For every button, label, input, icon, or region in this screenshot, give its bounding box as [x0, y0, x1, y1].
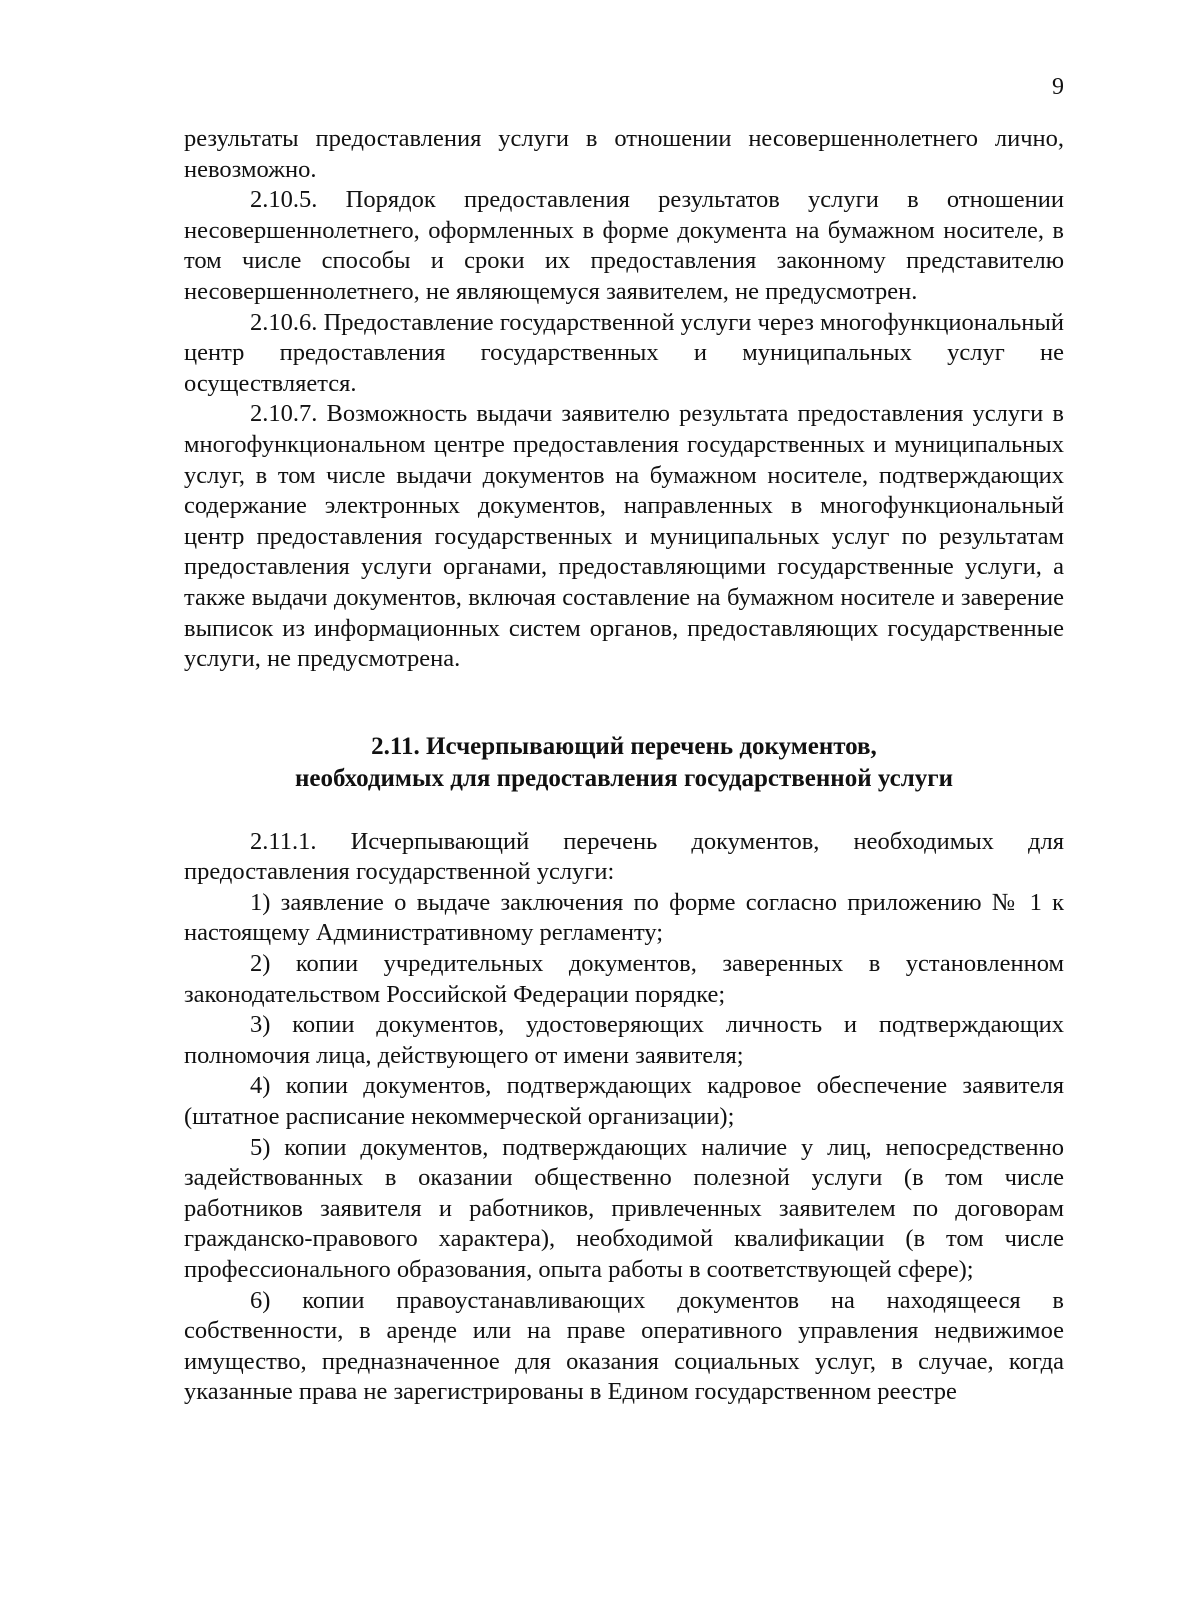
- page-number: 9: [1052, 74, 1064, 100]
- paragraph-continuation: результаты предоставления услуги в отношении несовершеннолетнего лично, невозможно.: [184, 125, 1064, 183]
- document-body: [184, 124, 1064, 1408]
- paragraph-2-10-7: 2.10.7. Возможность выдачи заявителю результата предоставления услуги в многофункциональном центре предоставления государственных и муниципальных услуг, в том числе выдачи документов на бумажном носителе, подтверждающих содержание электронных документов, направленных в многофункциональный центр предоставления государственных и муниципальных услуг по результатам предоставления услуги органами, предоставляющими государственные услуги, а также выдачи документов, включая составление на бумажном носителе и заверение выписок из информационных систем органов, предоставляющих государственные услуги, не предусмотрена.: [184, 400, 1064, 673]
- list-item-2: 2) копии учредительных документов, заверенных в установленном законодательством Российской Федерации порядке;: [184, 950, 1064, 1008]
- list-item-6: 6) копии правоустанавливающих документов на находящееся в собственности, в аренде или на праве оперативного управления недвижимое имущество, предназначенное для оказания социальных услуг, в случае, когда указанные права не зарегистрированы в Едином государственном реестре: [184, 1286, 1064, 1406]
- paragraph-2-10-5: 2.10.5. Порядок предоставления результатов услуги в отношении несовершеннолетнего, оформленных в форме документа на бумажном носителе, в том числе способы и сроки их предоставления законному представителю несовершеннолетнего, не являющемуся заявителем, не предусмотрен.: [184, 186, 1064, 305]
- list-item-5: 5) копии документов, подтверждающих наличие у лиц, непосредственно задействованных в оказании общественно полезной услуги (в том числе работников заявителя и работников, привлеченных заявителем по договорам гражданско-правового характера), необходимой квалификации (в том числе профессионального образования, опыта работы в соответствующей сфере);: [184, 1133, 1064, 1283]
- paragraph-2-10-6: 2.10.6. Предоставление государственной услуги через многофункциональный центр предоставления государственных и муниципальных услуг не осуществляется.: [184, 308, 1064, 397]
- section-heading: [184, 731, 1064, 795]
- paragraph-2-11-1: 2.11.1. Исчерпывающий перечень документов, необходимых для предоставления государственной услуги:: [184, 827, 1064, 886]
- section-heading-line-2: необходимых для предоставления государственной услуги: [295, 764, 953, 792]
- list-item-4: 4) копии документов, подтверждающих кадровое обеспечение заявителя (штатное расписание некоммерческой организации);: [184, 1072, 1064, 1131]
- list-item-1: 1) заявление о выдаче заключения по форме согласно приложению № 1 к настоящему Административному регламенту;: [184, 888, 1064, 947]
- list-item-3: 3) копии документов, удостоверяющих личность и подтверждающих полномочия лица, действующего от имени заявителя;: [184, 1011, 1064, 1069]
- section-heading-line-1: 2.11. Исчерпывающий перечень документов,: [371, 732, 877, 760]
